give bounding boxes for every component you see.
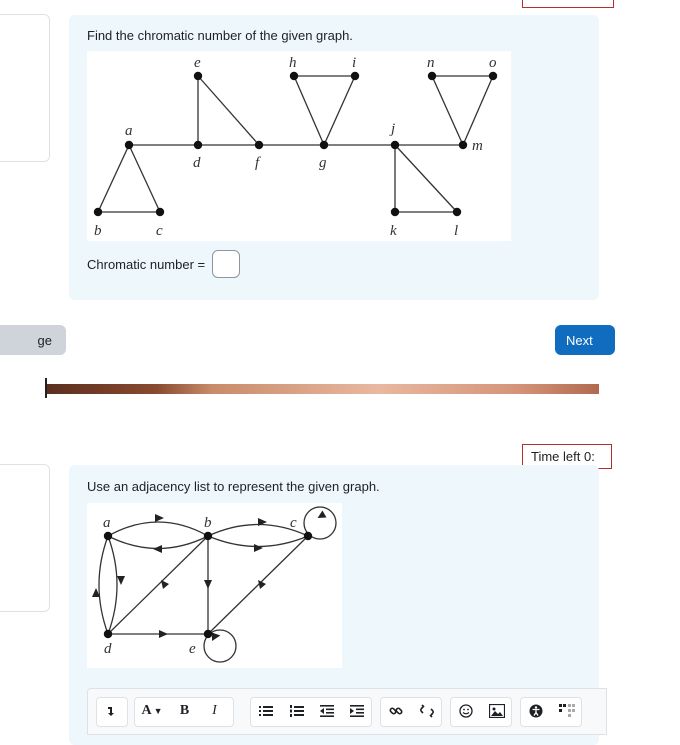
vertex-j <box>391 141 399 149</box>
indent-icon[interactable] <box>341 698 371 724</box>
emoji-icon[interactable] <box>451 698 481 724</box>
vertex-m <box>459 141 467 149</box>
toolbar-group-lists <box>250 697 372 727</box>
vertex-a <box>125 141 133 149</box>
font-style-icon[interactable]: A ▼ <box>141 703 163 718</box>
bold-label: B <box>179 703 190 718</box>
vertex-label-d: d <box>193 155 201 171</box>
editor-toolbar <box>87 688 607 735</box>
collapse-icon[interactable] <box>97 698 125 724</box>
toolbar-group-style <box>134 697 234 727</box>
vertex-a <box>104 532 112 540</box>
vertex-o <box>489 72 497 80</box>
vertex-g <box>320 141 328 149</box>
vertex-label-h: h <box>289 55 297 71</box>
toolbar-group-accessibility <box>520 697 582 727</box>
question-2-graph <box>87 503 342 668</box>
vertex-label-b: b <box>204 515 212 531</box>
previous-page-label: ge <box>37 332 52 348</box>
vertex-d <box>104 630 112 638</box>
vertex-label-c: c <box>290 515 297 531</box>
vertex-label-k: k <box>390 223 397 239</box>
toolbar-group-collapse <box>96 697 128 727</box>
ordered-list-icon[interactable] <box>281 698 311 724</box>
vertex-label-d: d <box>104 641 112 657</box>
vertex-b <box>94 208 102 216</box>
equation-icon[interactable] <box>551 698 581 724</box>
vertex-i <box>351 72 359 80</box>
vertex-label-l: l <box>454 223 459 239</box>
vertex-label-f: f <box>255 155 260 171</box>
vertex-label-b: b <box>94 223 102 239</box>
vertex-label-i: i <box>352 55 357 71</box>
question-1-prompt: Find the chromatic number of the given graph. <box>87 28 353 43</box>
left-nav-panel <box>0 464 50 612</box>
toolbar-group-links <box>380 697 442 727</box>
accessibility-icon[interactable] <box>521 698 551 724</box>
graph-1-svg <box>87 51 511 241</box>
italic-label: I <box>212 703 217 718</box>
vertex-c <box>304 532 312 540</box>
vertex-label-c: c <box>156 223 163 239</box>
vertex-e <box>204 630 212 638</box>
vertex-label-g: g <box>319 155 327 171</box>
unordered-list-icon[interactable] <box>251 698 281 724</box>
vertex-label-a: a <box>103 515 111 531</box>
text-cursor <box>45 378 47 398</box>
vertex-e <box>194 72 202 80</box>
next-page-label: Next <box>566 332 593 348</box>
vertex-label-e: e <box>189 641 196 657</box>
vertex-label-n: n <box>427 55 435 71</box>
vertex-c <box>156 208 164 216</box>
image-icon[interactable] <box>481 698 511 724</box>
window-separator <box>46 384 599 394</box>
vertex-label-o: o <box>489 55 497 71</box>
vertex-label-m: m <box>472 138 483 154</box>
toolbar-group-insert <box>450 697 512 727</box>
timer-box-partial <box>522 0 614 8</box>
vertex-label-a: a <box>125 123 133 139</box>
question-2-prompt: Use an adjacency list to represent the given graph. <box>87 479 380 494</box>
unlink-icon[interactable] <box>411 698 441 724</box>
vertex-h <box>290 72 298 80</box>
outdent-icon[interactable] <box>311 698 341 724</box>
vertex-l <box>453 208 461 216</box>
graph-2-svg <box>87 503 342 668</box>
previous-page-button[interactable] <box>0 325 66 355</box>
next-page-button[interactable] <box>555 325 615 355</box>
font-style-label: A <box>141 703 152 718</box>
vertex-label-j: j <box>391 121 396 137</box>
italic-icon[interactable] <box>199 698 229 724</box>
vertex-k <box>391 208 399 216</box>
chromatic-number-label: Chromatic number = <box>87 257 206 272</box>
vertex-n <box>428 72 436 80</box>
vertex-f <box>255 141 263 149</box>
left-nav-panel <box>0 14 50 162</box>
bold-icon[interactable] <box>169 698 199 724</box>
time-left-label: Time left 0: <box>531 449 595 464</box>
vertex-b <box>204 532 212 540</box>
chromatic-number-input[interactable] <box>212 250 240 278</box>
vertex-label-e: e <box>194 55 201 71</box>
link-icon[interactable] <box>381 698 411 724</box>
vertex-d <box>194 141 202 149</box>
question-1-graph <box>87 51 511 241</box>
